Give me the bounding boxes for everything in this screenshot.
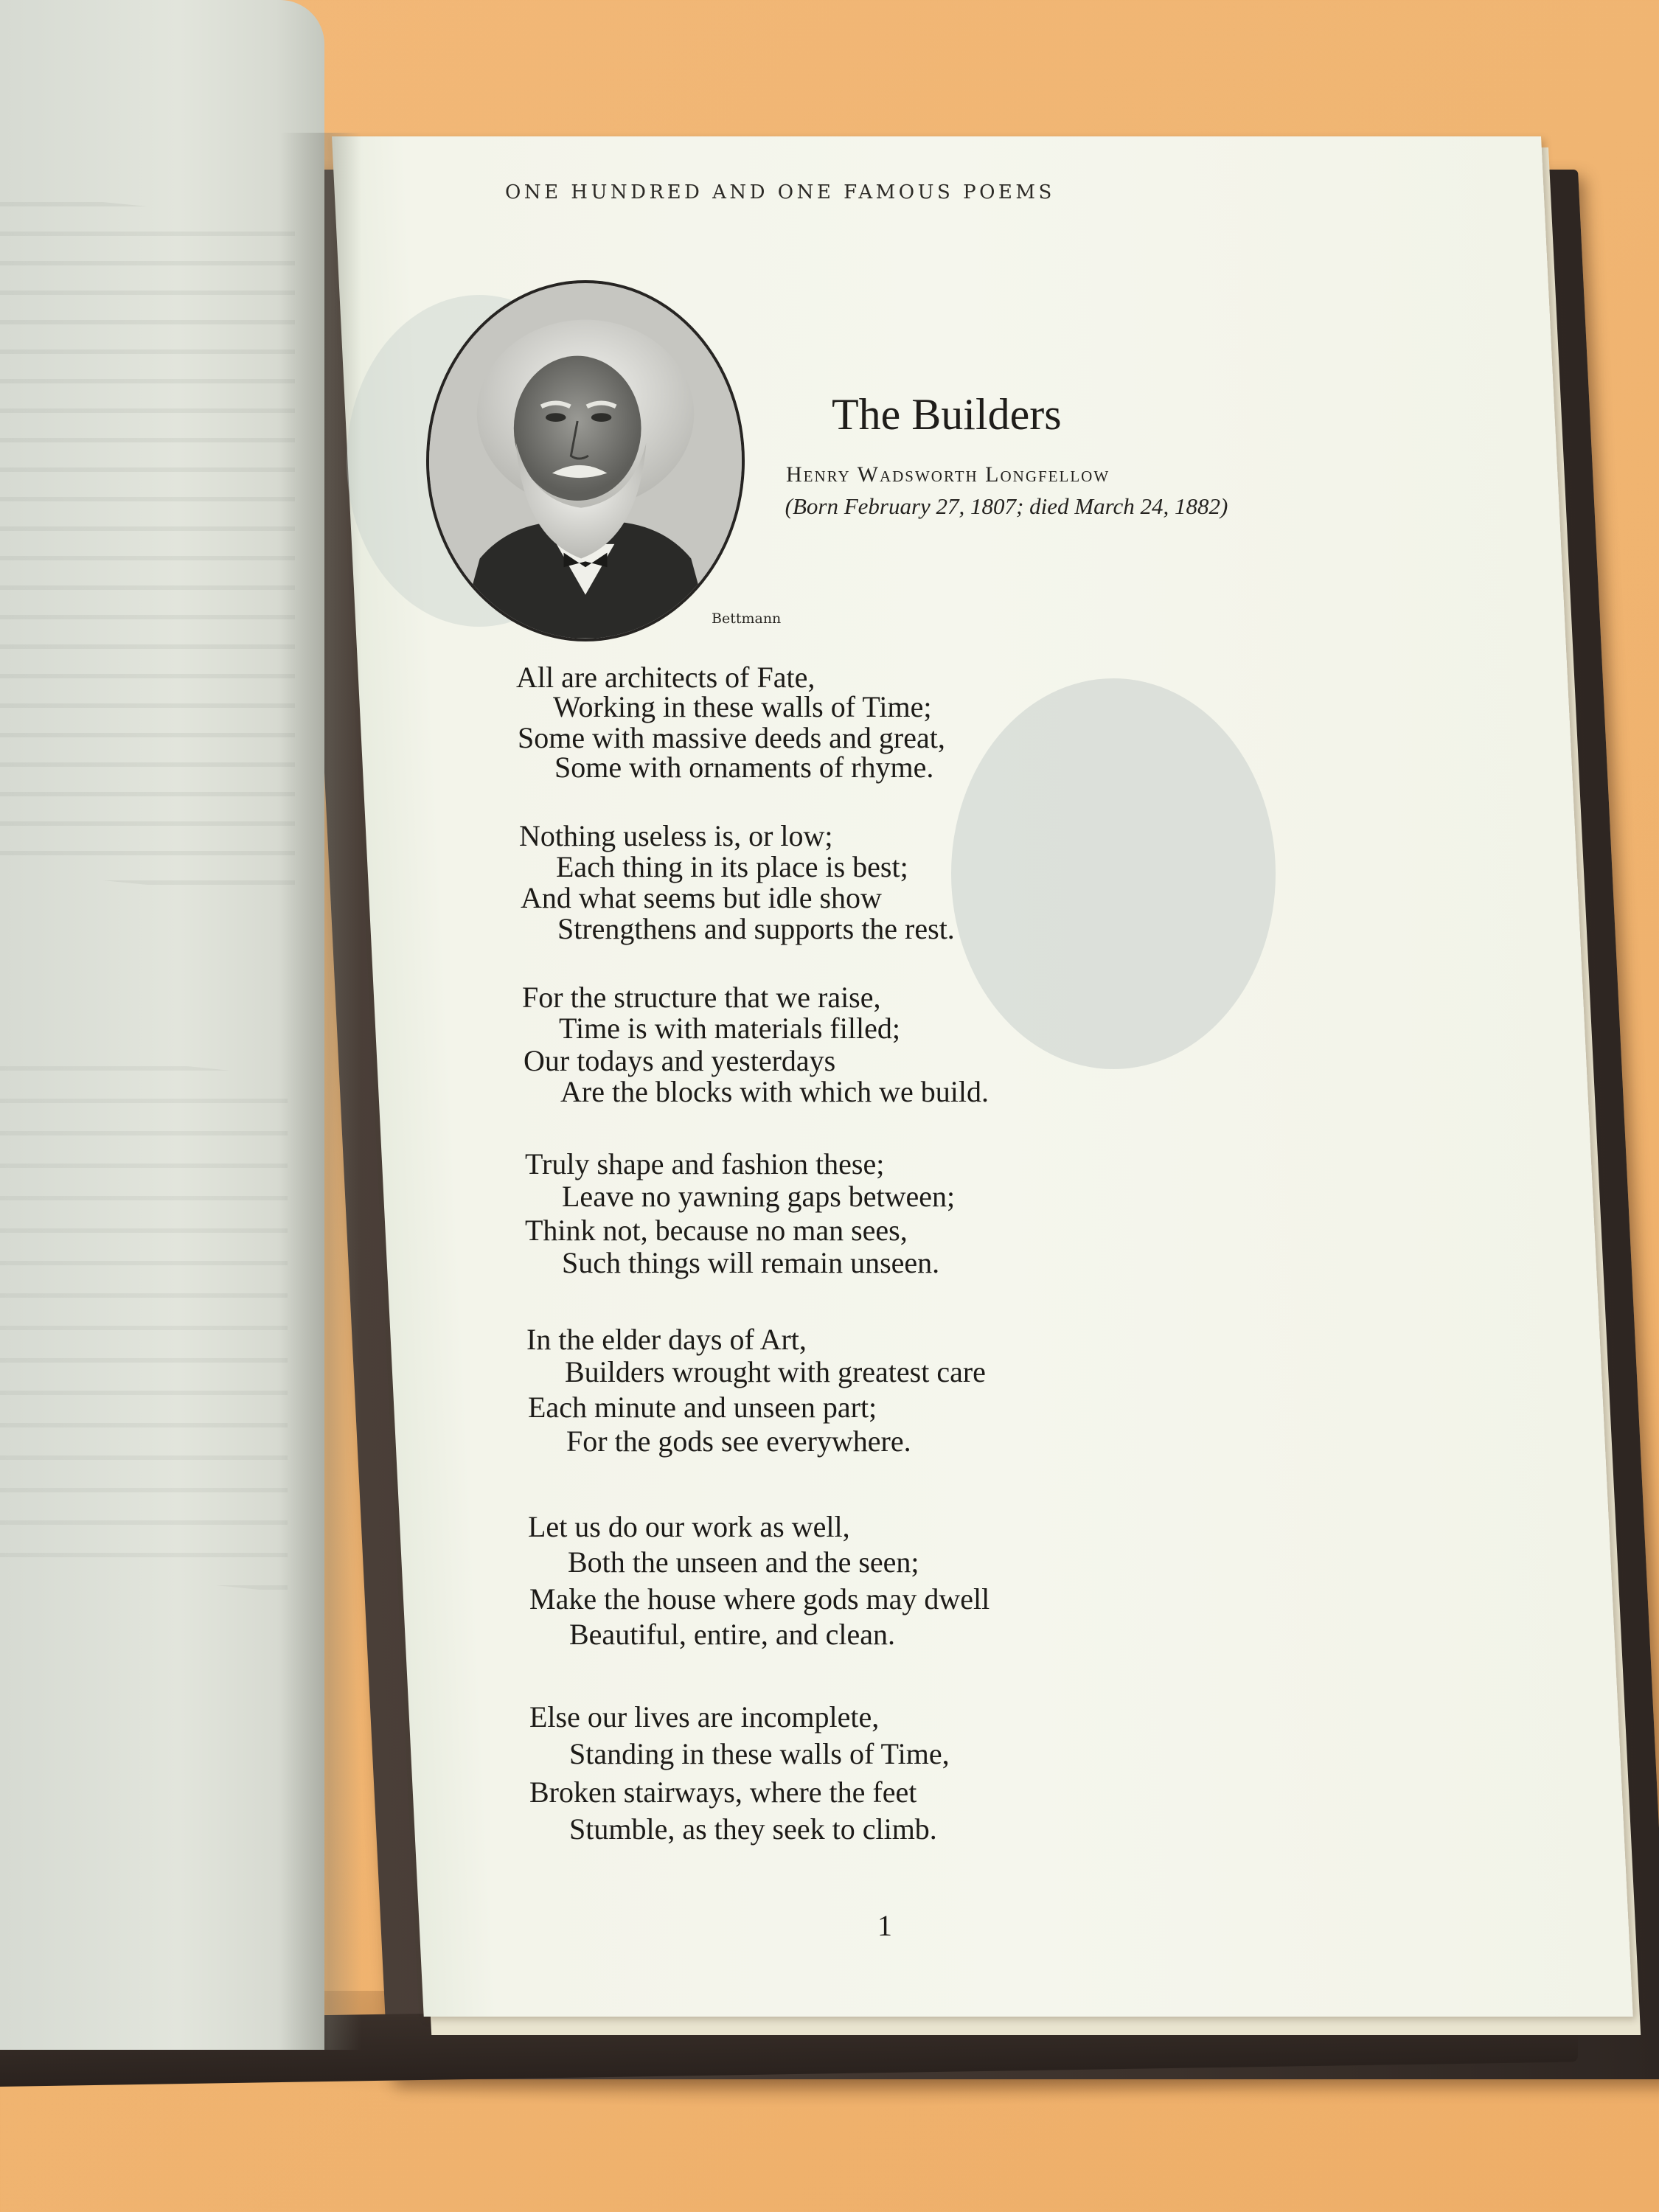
poem-line: Are the blocks with which we build. xyxy=(560,1075,989,1108)
poem-author xyxy=(786,462,1110,487)
poem-line: Make the house where gods may dwell xyxy=(529,1582,990,1615)
poem-line: Strengthens and supports the rest. xyxy=(557,912,955,945)
poem-line: Working in these walls of Time; xyxy=(553,690,932,723)
portrait-engraving-icon xyxy=(429,283,742,639)
poem-line: In the elder days of Art, xyxy=(526,1323,807,1356)
poem-line: Some with ornaments of rhyme. xyxy=(554,751,934,784)
poem-line: Truly shape and fashion these; xyxy=(525,1147,885,1180)
poem-line: For the gods see everywhere. xyxy=(566,1425,911,1458)
poem-line: Both the unseen and the seen; xyxy=(568,1545,919,1579)
poem-line: Our todays and yesterdays xyxy=(524,1044,836,1077)
poem-line: Broken stairways, where the feet xyxy=(529,1775,917,1809)
poem-line: Each minute and unseen part; xyxy=(528,1391,877,1424)
poem-line: Stumble, as they seek to climb. xyxy=(569,1812,937,1846)
poem-line: Some with massive deeds and great, xyxy=(518,721,945,754)
poem-line: Each thing in its place is best; xyxy=(556,850,908,883)
poem-line: And what seems but idle show xyxy=(521,881,882,914)
poem-line: Time is with materials filled; xyxy=(559,1012,900,1045)
poem-line: Nothing useless is, or low; xyxy=(519,819,833,852)
poem-line: For the structure that we raise, xyxy=(522,981,881,1014)
poem-line: Else our lives are incomplete, xyxy=(529,1700,880,1733)
poem-line: Let us do our work as well, xyxy=(528,1510,850,1543)
poem-line: Think not, because no man sees, xyxy=(525,1214,908,1247)
author-name: Henry Wadsworth Longfellow xyxy=(786,462,1110,487)
portrait-credit: Bettmann xyxy=(712,611,782,627)
author-dates: (Born February 27, 1807; died March 24, 1882) xyxy=(785,493,1228,519)
poem-line: Beautiful, entire, and clean. xyxy=(569,1618,896,1651)
poem-line: Such things will remain unseen. xyxy=(562,1246,940,1279)
poem-line: Builders wrought with greatest care xyxy=(565,1355,986,1388)
poem-line: Standing in these walls of Time, xyxy=(569,1737,950,1770)
poem-line: All are architects of Fate, xyxy=(516,661,815,694)
running-head: ONE HUNDRED AND ONE FAMOUS POEMS xyxy=(505,181,1055,204)
poem-line: Leave no yawning gaps between; xyxy=(562,1180,956,1213)
page-number: 1 xyxy=(877,1909,892,1942)
author-portrait xyxy=(426,280,745,641)
poem-title: The Builders xyxy=(832,390,1062,439)
